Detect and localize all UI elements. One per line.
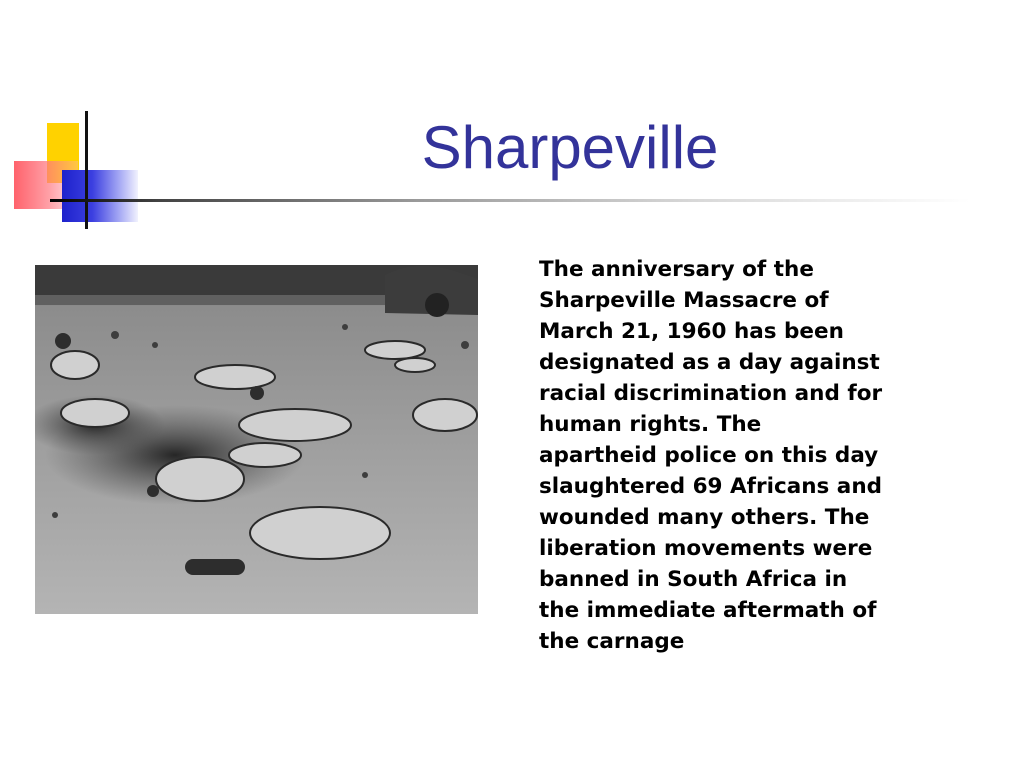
slide-title: Sharpeville — [421, 114, 719, 181]
massacre-photo — [35, 265, 478, 614]
slide-body-text: The anniversary of the Sharpeville Massacre of March 21, 1960 has been designated as a day against racial discrimination and for human rights. The apartheid police on this day slaughtered 69 Africans and wounded many others. The liberation movements were banned in South Africa in the immediate aftermath of the carnage — [539, 257, 883, 654]
blue-square — [62, 170, 138, 222]
vertical-rule — [85, 111, 88, 229]
title-underline-rule — [50, 199, 970, 202]
